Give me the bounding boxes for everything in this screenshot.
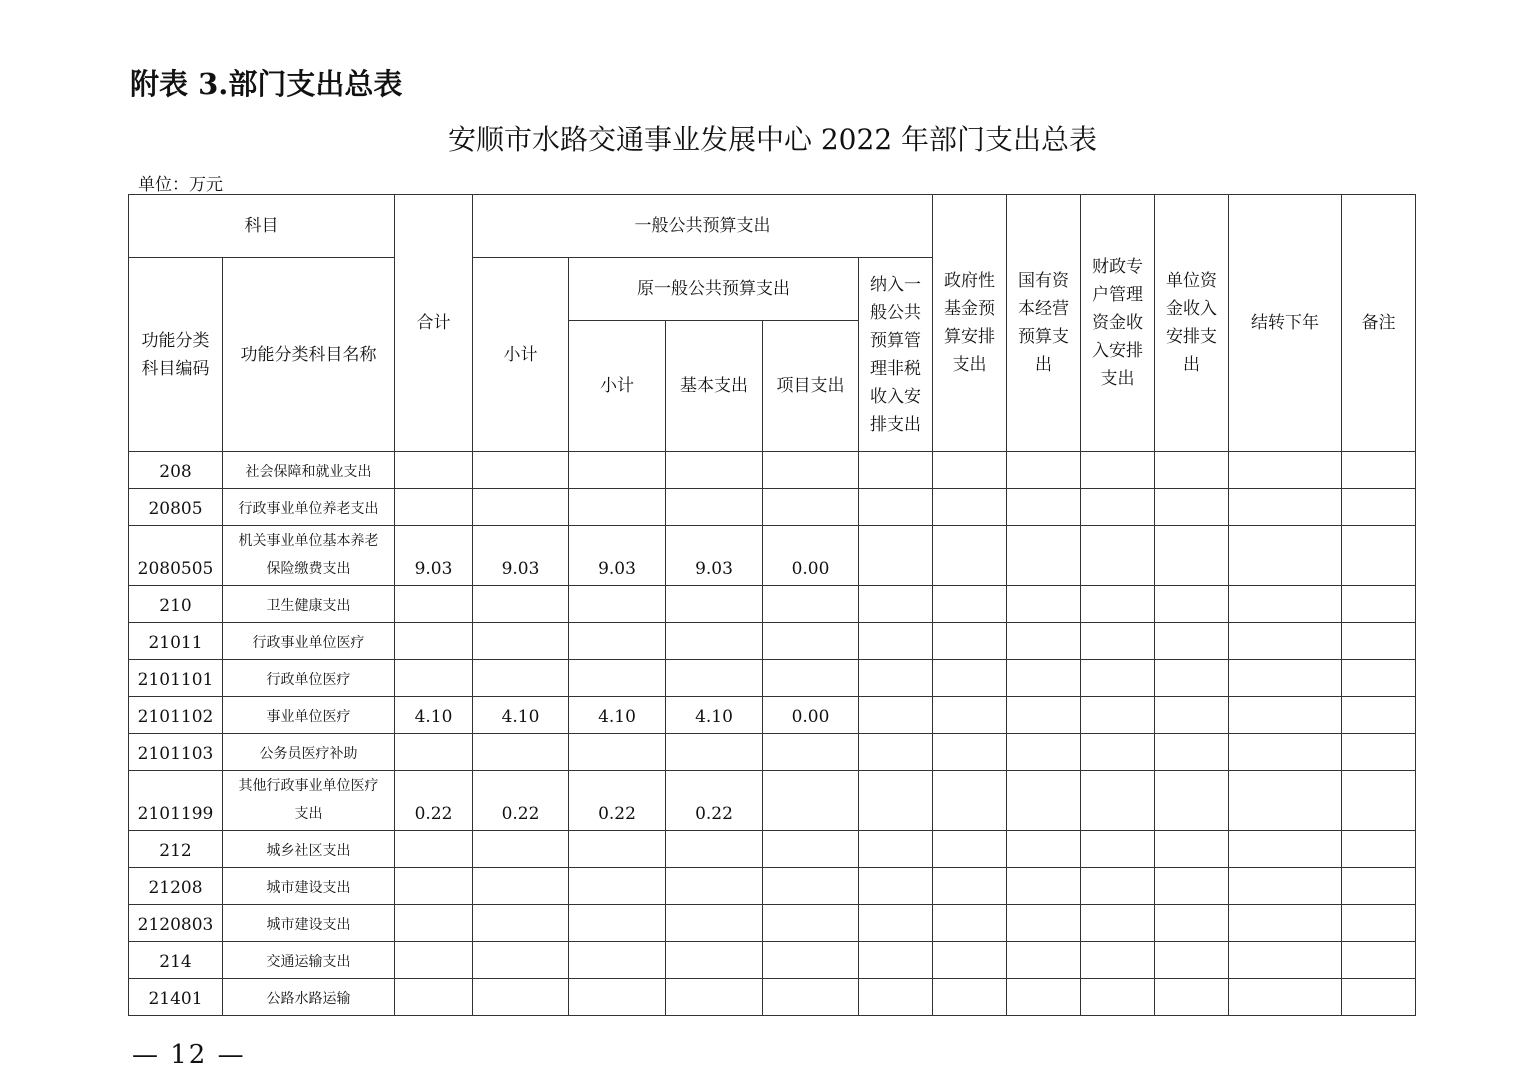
cell-subtotal: 0.22 <box>473 771 569 831</box>
cell-subtotal <box>473 452 569 489</box>
cell-empty <box>933 942 1007 979</box>
cell-name: 城市建设支出 <box>223 868 395 905</box>
cell-empty <box>1229 623 1342 660</box>
cell-code: 2080505 <box>129 526 223 586</box>
cell-code: 2101101 <box>129 660 223 697</box>
cell-empty <box>1007 660 1081 697</box>
cell-code: 20805 <box>129 489 223 526</box>
cell-empty <box>1229 697 1342 734</box>
header-orig-general: 原一般公共预算支出 <box>569 258 859 321</box>
cell-orig-subtotal <box>569 831 666 868</box>
cell-empty <box>1155 905 1229 942</box>
cell-empty <box>1081 905 1155 942</box>
cell-project <box>763 623 859 660</box>
cell-project: 0.00 <box>763 526 859 586</box>
cell-orig-subtotal: 9.03 <box>569 526 666 586</box>
cell-name: 行政事业单位养老支出 <box>223 489 395 526</box>
cell-project <box>763 831 859 868</box>
header-general-budget: 一般公共预算支出 <box>473 195 933 258</box>
cell-empty <box>1155 771 1229 831</box>
cell-empty <box>1081 831 1155 868</box>
header-remarks: 备注 <box>1342 195 1416 452</box>
header-basic: 基本支出 <box>666 321 763 452</box>
cell-basic <box>666 942 763 979</box>
cell-basic <box>666 660 763 697</box>
cell-empty <box>1007 771 1081 831</box>
cell-basic <box>666 586 763 623</box>
cell-orig-subtotal: 0.22 <box>569 771 666 831</box>
table-row <box>129 734 1416 771</box>
cell-total <box>395 489 473 526</box>
cell-total: 9.03 <box>395 526 473 586</box>
cell-empty <box>1155 868 1229 905</box>
cell-orig-subtotal <box>569 452 666 489</box>
cell-empty <box>933 452 1007 489</box>
header-subtotal: 小计 <box>473 258 569 452</box>
cell-total <box>395 623 473 660</box>
cell-empty <box>1155 586 1229 623</box>
cell-basic <box>666 831 763 868</box>
cell-orig-subtotal <box>569 586 666 623</box>
header-non-tax: 纳入一般公共预算管理非税收入安排支出 <box>859 258 933 452</box>
cell-project <box>763 868 859 905</box>
cell-code: 210 <box>129 586 223 623</box>
cell-empty <box>859 623 933 660</box>
cell-empty <box>933 831 1007 868</box>
cell-basic <box>666 623 763 660</box>
cell-empty <box>933 697 1007 734</box>
cell-empty <box>1007 942 1081 979</box>
cell-basic <box>666 868 763 905</box>
cell-project <box>763 979 859 1016</box>
cell-total <box>395 831 473 868</box>
cell-empty <box>1342 623 1416 660</box>
cell-empty <box>1342 734 1416 771</box>
cell-empty <box>1342 868 1416 905</box>
cell-project <box>763 452 859 489</box>
cell-empty <box>1081 623 1155 660</box>
cell-empty <box>859 697 933 734</box>
header-total: 合计 <box>395 195 473 452</box>
cell-name: 行政事业单位医疗 <box>223 623 395 660</box>
cell-orig-subtotal <box>569 660 666 697</box>
cell-empty <box>1229 831 1342 868</box>
cell-name: 城市建设支出 <box>223 905 395 942</box>
cell-empty <box>933 905 1007 942</box>
cell-empty <box>1342 771 1416 831</box>
cell-empty <box>1229 452 1342 489</box>
cell-name: 城乡社区支出 <box>223 831 395 868</box>
cell-empty <box>1155 489 1229 526</box>
cell-empty <box>1155 831 1229 868</box>
cell-empty <box>1229 979 1342 1016</box>
cell-subtotal <box>473 868 569 905</box>
cell-subtotal <box>473 979 569 1016</box>
table-row <box>129 831 1416 868</box>
header-gov-fund: 政府性基金预算安排支出 <box>933 195 1007 452</box>
cell-empty <box>859 979 933 1016</box>
cell-subtotal: 4.10 <box>473 697 569 734</box>
table-row <box>129 905 1416 942</box>
cell-empty <box>933 660 1007 697</box>
cell-empty <box>933 623 1007 660</box>
cell-empty <box>933 526 1007 586</box>
table-row <box>129 452 1416 489</box>
table-row <box>129 660 1416 697</box>
header-project: 项目支出 <box>763 321 859 452</box>
cell-subtotal <box>473 623 569 660</box>
cell-name: 卫生健康支出 <box>223 586 395 623</box>
table-row <box>129 771 1416 831</box>
cell-empty <box>1007 489 1081 526</box>
cell-empty <box>859 734 933 771</box>
cell-total <box>395 452 473 489</box>
cell-name: 公务员医疗补助 <box>223 734 395 771</box>
cell-code: 2101199 <box>129 771 223 831</box>
cell-project <box>763 660 859 697</box>
cell-basic <box>666 979 763 1016</box>
header-state-capital: 国有资本经营预算支出 <box>1007 195 1081 452</box>
table-row <box>129 623 1416 660</box>
unit-label: 单位：万元 <box>138 175 223 195</box>
cell-subtotal <box>473 489 569 526</box>
cell-code: 2101102 <box>129 697 223 734</box>
cell-project <box>763 905 859 942</box>
cell-empty <box>1155 734 1229 771</box>
cell-basic: 9.03 <box>666 526 763 586</box>
cell-empty <box>859 942 933 979</box>
cell-empty <box>1155 623 1229 660</box>
table-row <box>129 979 1416 1016</box>
cell-empty <box>1081 697 1155 734</box>
annex-label: 附表 3.部门支出总表 <box>130 67 403 101</box>
cell-empty <box>1081 526 1155 586</box>
cell-code: 2101103 <box>129 734 223 771</box>
cell-empty <box>859 868 933 905</box>
cell-empty <box>1229 942 1342 979</box>
table-row <box>129 489 1416 526</box>
cell-empty <box>933 489 1007 526</box>
cell-empty <box>1007 734 1081 771</box>
cell-empty <box>1081 452 1155 489</box>
table-row <box>129 697 1416 734</box>
cell-orig-subtotal <box>569 942 666 979</box>
cell-code: 21401 <box>129 979 223 1016</box>
cell-empty <box>1229 905 1342 942</box>
header-unit-funds: 单位资金收入安排支出 <box>1155 195 1229 452</box>
cell-total <box>395 586 473 623</box>
cell-empty <box>933 868 1007 905</box>
cell-empty <box>859 489 933 526</box>
cell-empty <box>1342 979 1416 1016</box>
cell-empty <box>859 586 933 623</box>
cell-empty <box>1342 697 1416 734</box>
cell-empty <box>1007 697 1081 734</box>
cell-name: 公路水路运输 <box>223 979 395 1016</box>
cell-empty <box>1342 586 1416 623</box>
cell-orig-subtotal <box>569 905 666 942</box>
cell-empty <box>1007 586 1081 623</box>
table-row <box>129 868 1416 905</box>
cell-empty <box>1342 660 1416 697</box>
cell-subtotal <box>473 831 569 868</box>
document-title: 安顺市水路交通事业发展中心 2022 年部门支出总表 <box>447 123 1098 156</box>
cell-empty <box>1342 905 1416 942</box>
cell-empty <box>933 771 1007 831</box>
cell-name: 其他行政事业单位医疗支出 <box>223 771 395 831</box>
cell-empty <box>1155 452 1229 489</box>
cell-empty <box>1342 526 1416 586</box>
cell-total: 4.10 <box>395 697 473 734</box>
cell-empty <box>1007 905 1081 942</box>
cell-basic: 4.10 <box>666 697 763 734</box>
cell-subtotal <box>473 734 569 771</box>
cell-empty <box>1081 868 1155 905</box>
cell-name: 交通运输支出 <box>223 942 395 979</box>
cell-empty <box>1229 868 1342 905</box>
cell-empty <box>1081 660 1155 697</box>
cell-basic <box>666 452 763 489</box>
cell-empty <box>859 526 933 586</box>
cell-empty <box>1155 942 1229 979</box>
cell-total <box>395 660 473 697</box>
cell-empty <box>1081 489 1155 526</box>
cell-total <box>395 942 473 979</box>
cell-subtotal <box>473 586 569 623</box>
cell-basic <box>666 489 763 526</box>
cell-empty <box>859 905 933 942</box>
cell-empty <box>1081 586 1155 623</box>
cell-empty <box>1229 771 1342 831</box>
cell-basic <box>666 734 763 771</box>
header-orig-subtotal: 小计 <box>569 321 666 452</box>
cell-code: 2120803 <box>129 905 223 942</box>
cell-empty <box>1155 979 1229 1016</box>
page-number: — 12 — <box>132 1040 246 1070</box>
cell-orig-subtotal: 4.10 <box>569 697 666 734</box>
cell-empty <box>1229 734 1342 771</box>
cell-empty <box>1229 489 1342 526</box>
expenditure-table <box>128 194 1416 1016</box>
cell-empty <box>1007 979 1081 1016</box>
header-carryover: 结转下年 <box>1229 195 1342 452</box>
cell-orig-subtotal <box>569 868 666 905</box>
cell-empty <box>1081 734 1155 771</box>
cell-empty <box>933 586 1007 623</box>
cell-empty <box>1007 868 1081 905</box>
cell-code: 212 <box>129 831 223 868</box>
table-row <box>129 586 1416 623</box>
cell-code: 21208 <box>129 868 223 905</box>
cell-empty <box>1342 489 1416 526</box>
cell-basic <box>666 905 763 942</box>
cell-empty <box>1342 452 1416 489</box>
cell-empty <box>859 452 933 489</box>
cell-project: 0.00 <box>763 697 859 734</box>
cell-empty <box>1081 771 1155 831</box>
cell-total: 0.22 <box>395 771 473 831</box>
cell-empty <box>1081 979 1155 1016</box>
cell-empty <box>1342 942 1416 979</box>
cell-empty <box>859 771 933 831</box>
cell-name: 行政单位医疗 <box>223 660 395 697</box>
cell-project <box>763 771 859 831</box>
cell-empty <box>1007 452 1081 489</box>
cell-empty <box>1342 831 1416 868</box>
cell-orig-subtotal <box>569 489 666 526</box>
cell-total <box>395 868 473 905</box>
cell-total <box>395 734 473 771</box>
cell-code: 214 <box>129 942 223 979</box>
cell-project <box>763 586 859 623</box>
cell-empty <box>1007 526 1081 586</box>
cell-orig-subtotal <box>569 734 666 771</box>
table-row <box>129 526 1416 586</box>
cell-project <box>763 734 859 771</box>
cell-subtotal <box>473 660 569 697</box>
cell-orig-subtotal <box>569 979 666 1016</box>
cell-empty <box>1007 623 1081 660</box>
cell-total <box>395 979 473 1016</box>
cell-empty <box>1229 526 1342 586</box>
cell-empty <box>1155 697 1229 734</box>
table-row <box>129 942 1416 979</box>
cell-name: 事业单位医疗 <box>223 697 395 734</box>
cell-code: 208 <box>129 452 223 489</box>
cell-empty <box>1155 526 1229 586</box>
cell-name: 社会保障和就业支出 <box>223 452 395 489</box>
cell-empty <box>1081 942 1155 979</box>
header-func-code: 功能分类科目编码 <box>129 258 223 452</box>
cell-code: 21011 <box>129 623 223 660</box>
cell-empty <box>1229 586 1342 623</box>
cell-total <box>395 905 473 942</box>
cell-empty <box>1007 831 1081 868</box>
cell-empty <box>859 831 933 868</box>
cell-subtotal: 9.03 <box>473 526 569 586</box>
cell-project <box>763 942 859 979</box>
cell-project <box>763 489 859 526</box>
header-func-name: 功能分类科目名称 <box>223 258 395 452</box>
cell-empty <box>933 979 1007 1016</box>
cell-subtotal <box>473 942 569 979</box>
cell-empty <box>1155 660 1229 697</box>
cell-subtotal <box>473 905 569 942</box>
cell-basic: 0.22 <box>666 771 763 831</box>
cell-orig-subtotal <box>569 623 666 660</box>
cell-empty <box>933 734 1007 771</box>
cell-empty <box>859 660 933 697</box>
cell-empty <box>1229 660 1342 697</box>
header-subject: 科目 <box>129 195 395 258</box>
header-fiscal-special: 财政专户管理资金收入安排支出 <box>1081 195 1155 452</box>
cell-name: 机关事业单位基本养老保险缴费支出 <box>223 526 395 586</box>
